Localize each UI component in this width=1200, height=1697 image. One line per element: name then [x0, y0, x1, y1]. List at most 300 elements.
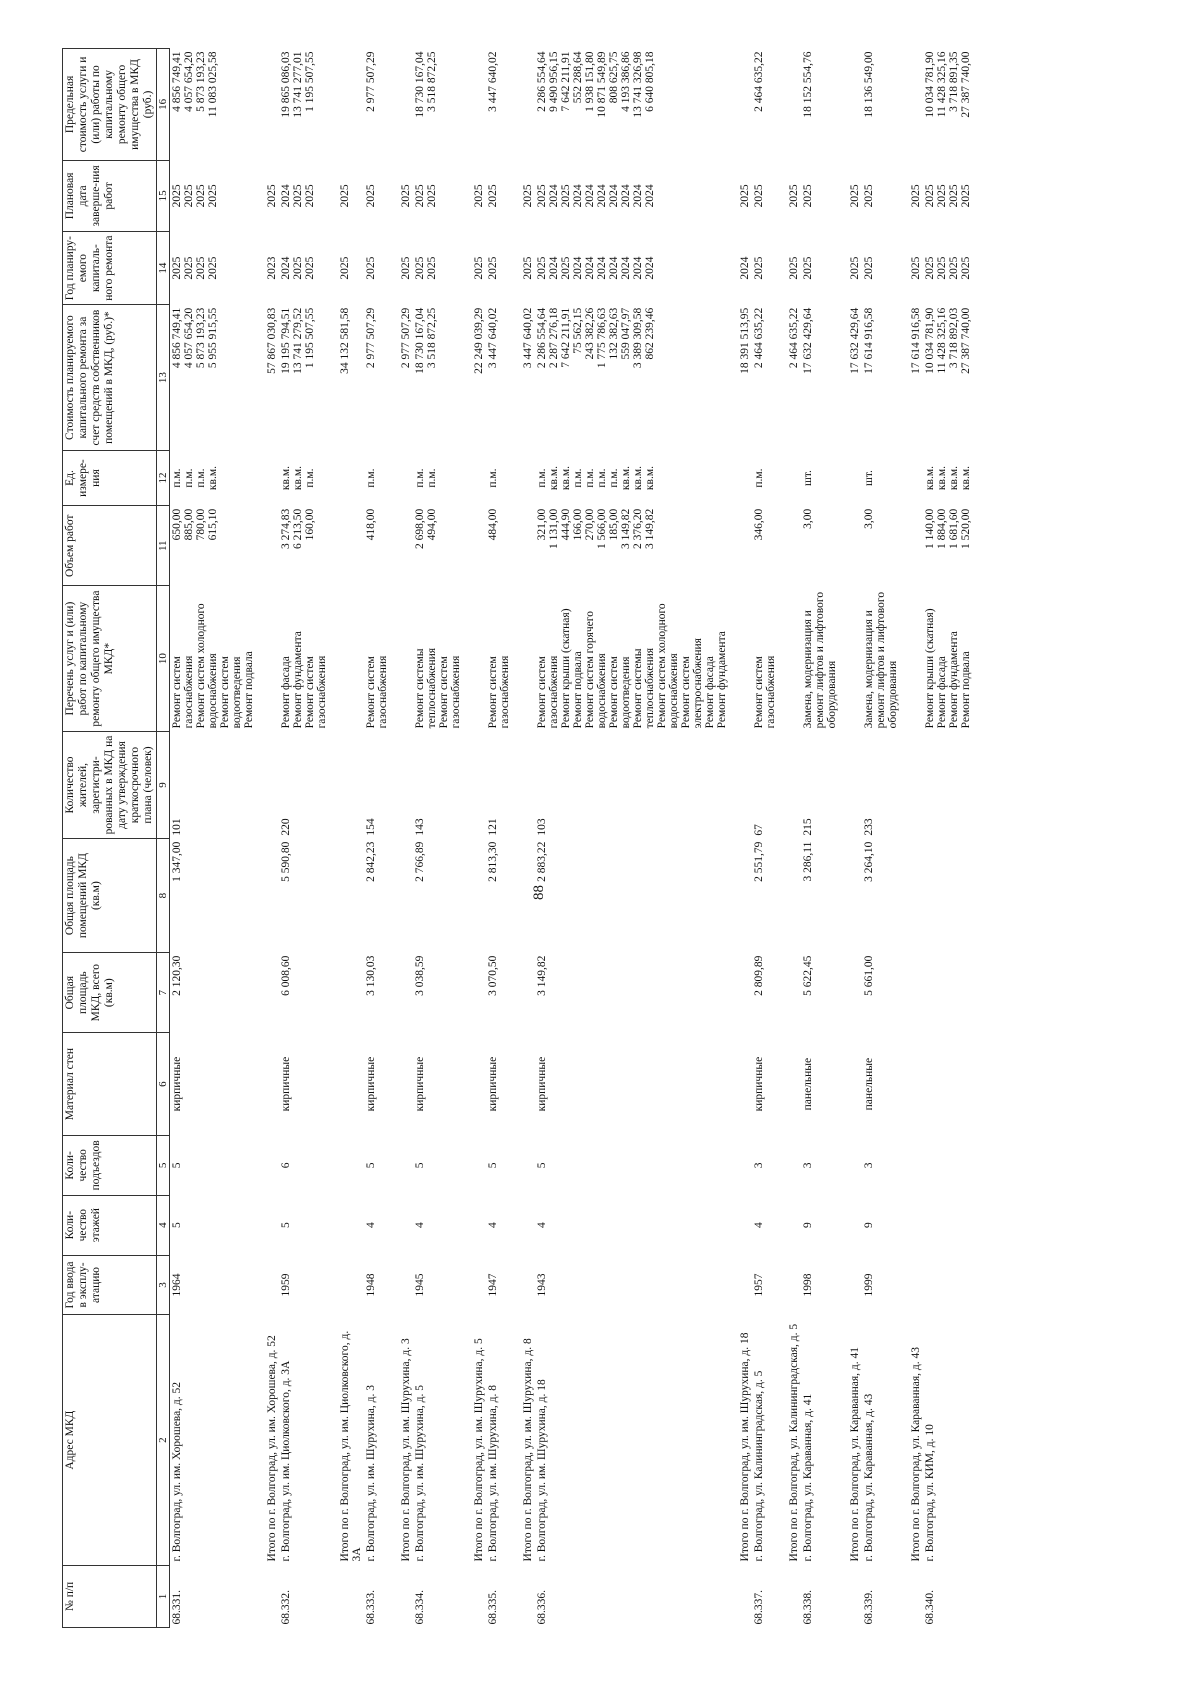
total-row: [329, 49, 364, 1628]
work-unit: п.м.: [487, 468, 499, 488]
empty-cell: [463, 953, 486, 1033]
item-number: 68.333.: [365, 1590, 377, 1625]
work-year-cell: [862, 231, 900, 304]
work-limit-cost: 18 152 554,76: [802, 51, 814, 118]
entrances-count: 3: [753, 1162, 765, 1169]
work-name: Ремонт систем газоснабжения: [365, 655, 389, 729]
work-cost-cell: [170, 305, 257, 451]
work-volume: 1 566,00: [596, 508, 608, 549]
entrances-count: [923, 1135, 973, 1195]
work-name: Замена, модернизация и ремонт лифтов и лифтового оборудования: [863, 591, 899, 729]
rooms-area: 5 590,80: [280, 841, 292, 882]
empty-cell: [900, 1565, 923, 1627]
work-end-date: 2025: [802, 184, 814, 208]
work-name: Ремонт систем газоснабжения: [536, 655, 560, 729]
empty-cell: [778, 49, 801, 161]
total-end-date: 2025: [788, 184, 800, 208]
work-name-cell: [862, 586, 900, 732]
work-cost: 27 387 740,00: [960, 307, 972, 374]
work-unit: шт.: [802, 470, 814, 486]
empty-cell: [329, 1255, 364, 1315]
work-year: 2025: [426, 256, 438, 280]
rooms-area: [923, 839, 973, 953]
total-end-date: 2025: [339, 184, 351, 208]
wall-material: кирпичные: [280, 1056, 292, 1112]
work-volume: 3 149,82: [620, 508, 632, 549]
total-year: 2025: [788, 256, 800, 280]
work-unit-cell: [752, 450, 778, 505]
header-cell: Материал стен: [63, 1033, 157, 1136]
empty-cell: [900, 450, 923, 505]
work-year: 2024: [620, 256, 632, 280]
work-cost: 1 775 786,63: [596, 307, 608, 369]
empty-cell: [329, 1135, 364, 1195]
empty-cell: [839, 839, 862, 953]
work-cost: 3 718 892,03: [948, 307, 960, 369]
work-name-cell: [752, 586, 778, 732]
total-year: 2025: [339, 256, 351, 280]
work-volume-cell: [801, 506, 839, 586]
header-cell: Перечень услуг и (или) работ по капитальному ремонту общего имущества МКД*: [63, 586, 157, 732]
empty-cell: [390, 450, 413, 505]
total-area: 2 809,89: [753, 955, 765, 996]
work-name-cell: [364, 586, 390, 732]
work-unit: кв.м.: [960, 466, 972, 491]
total-row: [256, 49, 279, 1628]
work-volume: 160,00: [304, 508, 316, 541]
work-limit-cost-cell: [535, 49, 729, 161]
work-volume: 3,00: [863, 508, 875, 529]
column-number: 1: [157, 1565, 170, 1627]
empty-cell: [256, 731, 279, 838]
empty-cell: [900, 1195, 923, 1255]
column-number: 16: [157, 49, 170, 161]
work-unit: кв.м.: [924, 466, 936, 491]
work-end-date: 2025: [171, 184, 183, 208]
building-address: г. Волгоград, ул. Калининградская, д. 5: [753, 1370, 765, 1562]
work-end-date: 2025: [487, 184, 499, 208]
work-volume: 615,10: [207, 508, 219, 541]
work-limit-cost: 2 286 554,64: [536, 51, 548, 112]
work-name-cell: [923, 586, 973, 732]
work-year: 2025: [414, 256, 426, 280]
header-cell: Коли-чество подъездов: [63, 1135, 157, 1195]
work-volume: 418,00: [365, 508, 377, 541]
building-address: г. Волгоград, ул. им. Шурухина, д. 5: [414, 1385, 426, 1562]
work-year-cell: [364, 231, 390, 304]
work-year: 2025: [863, 256, 875, 280]
work-name-cell: [535, 586, 729, 732]
work-name-cell: [486, 586, 512, 732]
empty-cell: [329, 839, 364, 953]
empty-cell: [729, 1565, 752, 1627]
empty-cell: [329, 1195, 364, 1255]
work-volume: 2 698,00: [414, 508, 426, 549]
work-year: 2025: [304, 256, 316, 280]
work-limit-cost: 13 741 277,01: [292, 51, 304, 118]
work-unit: шт.: [863, 470, 875, 486]
column-number: 2: [157, 1315, 170, 1566]
column-number: 5: [157, 1135, 170, 1195]
work-volume: 885,00: [183, 508, 195, 541]
floors-count: 4: [365, 1222, 377, 1229]
work-limit-cost-cell: [170, 49, 257, 161]
total-cost: 34 132 581,58: [339, 307, 351, 374]
floors-count: 5: [171, 1222, 183, 1229]
residents-count: 103: [536, 818, 548, 836]
item-number: 68.338.: [802, 1590, 814, 1625]
work-year: 2024: [584, 256, 596, 280]
empty-cell: [900, 1033, 923, 1136]
total-year: 2024: [739, 256, 751, 280]
floors-count: 9: [863, 1222, 875, 1229]
total-end-date: 2025: [400, 184, 412, 208]
empty-cell: [256, 450, 279, 505]
work-unit-cell: [279, 450, 329, 505]
empty-cell: [729, 1255, 752, 1315]
empty-cell: [390, 1195, 413, 1255]
empty-cell: [463, 731, 486, 838]
item-number: 68.334.: [414, 1590, 426, 1625]
work-volume-cell: [535, 506, 729, 586]
empty-cell: [900, 1135, 923, 1195]
table-header-row: [63, 49, 157, 1628]
header-cell: Год планиру-емого капиталь-ного ремонта: [63, 231, 157, 304]
work-name-cell: [170, 586, 257, 732]
item-number: 68.336.: [536, 1590, 548, 1625]
work-year-cell: [535, 231, 729, 304]
column-number: 8: [157, 839, 170, 953]
total-cost: 17 614 916,58: [910, 307, 922, 374]
building-row: [279, 49, 329, 1628]
work-year-cell: [279, 231, 329, 304]
wall-material: панельные: [863, 1057, 875, 1111]
work-limit-cost: 18 730 167,04: [414, 51, 426, 118]
work-cost: 243 382,26: [584, 307, 596, 360]
empty-cell: [512, 1565, 535, 1627]
work-cost: 5 955 915,55: [207, 307, 219, 369]
residents-count: 215: [802, 818, 814, 836]
table-body: [170, 49, 974, 1628]
total-row: [512, 49, 535, 1628]
column-number: 14: [157, 231, 170, 304]
work-unit: п.м.: [536, 468, 548, 488]
header-cell: Плановая дата заверше-ния работ: [63, 160, 157, 231]
work-limit-cost: 10 034 781,90: [924, 51, 936, 118]
column-number-row: [157, 49, 170, 1628]
empty-cell: [329, 506, 364, 586]
work-cost-cell: [862, 305, 900, 451]
work-limit-cost: 808 625,75: [608, 51, 620, 104]
work-limit-cost: 9 490 956,15: [548, 51, 560, 112]
work-name: Ремонт систем водоотведения: [608, 656, 632, 729]
empty-cell: [729, 1195, 752, 1255]
residents-count: 220: [280, 818, 292, 836]
empty-cell: [778, 1565, 801, 1627]
work-unit: п.м.: [414, 468, 426, 488]
floors-count: 4: [414, 1222, 426, 1229]
empty-cell: [778, 1135, 801, 1195]
empty-cell: [463, 506, 486, 586]
empty-cell: [512, 1195, 535, 1255]
entrances-count: 5: [487, 1162, 499, 1169]
total-area: 3 070,50: [487, 955, 499, 996]
header-cell: Адрес МКД: [63, 1315, 157, 1566]
work-cost: 13 741 279,52: [292, 307, 304, 374]
empty-cell: [839, 586, 862, 732]
entrances-count: 3: [863, 1162, 875, 1169]
work-end-date-cell: [279, 160, 329, 231]
empty-cell: [390, 1565, 413, 1627]
total-end-date: 2025: [849, 184, 861, 208]
work-end-date: 2024: [280, 184, 292, 208]
work-cost: 4 057 654,20: [183, 307, 195, 369]
work-volume: 444,90: [560, 508, 572, 541]
column-number: 3: [157, 1255, 170, 1315]
total-end-date: 2025: [910, 184, 922, 208]
header-cell: Предельная стоимость услуги и (или) работы по капитальному ремонту общего имущества в МКД (руб.): [63, 49, 157, 161]
work-cost: 18 730 167,04: [414, 307, 426, 374]
residents-count: 121: [487, 818, 499, 836]
work-unit-cell: [486, 450, 512, 505]
page-number: 88: [531, 885, 547, 900]
capital-repair-table: [62, 48, 973, 1628]
item-number: 68.340.: [924, 1590, 936, 1625]
empty-cell: [256, 1033, 279, 1136]
build-year: 1943: [536, 1273, 548, 1297]
floors-count: 4: [753, 1222, 765, 1229]
work-volume: 1 681,60: [948, 508, 960, 549]
empty-cell: [729, 506, 752, 586]
work-year: 2024: [572, 256, 584, 280]
floors-count: 4: [536, 1222, 548, 1229]
empty-cell: [729, 450, 752, 505]
empty-cell: [839, 49, 862, 161]
building-address: г. Волгоград, ул. Караванная, д. 41: [802, 1393, 814, 1562]
work-cost-cell: [535, 305, 729, 451]
work-end-date: 2025: [414, 184, 426, 208]
total-cost: 3 447 640,02: [522, 307, 534, 369]
work-unit: п.м.: [572, 468, 584, 488]
residents-count: 233: [863, 818, 875, 836]
building-row: [170, 49, 257, 1628]
column-number: 6: [157, 1033, 170, 1136]
work-unit: кв.м.: [280, 466, 292, 491]
work-name: Ремонт системы теплоснабжения: [414, 647, 438, 729]
building-address: г. Волгоград, ул. им. Шурухина, д. 18: [536, 1379, 548, 1562]
empty-cell: [463, 450, 486, 505]
work-unit: п.м.: [195, 468, 207, 488]
empty-cell: [390, 586, 413, 732]
total-end-date: 2025: [739, 184, 751, 208]
total-row: [900, 49, 923, 1628]
work-cost: 11 428 325,16: [936, 307, 948, 374]
item-number: 68.335.: [487, 1590, 499, 1625]
work-cost-cell: [752, 305, 778, 451]
work-cost-cell: [364, 305, 390, 451]
work-cost-cell: [801, 305, 839, 451]
total-label: Итого по г. Волгоград, ул. им. Циолковского, д. 3А: [339, 1330, 363, 1562]
work-unit: п.м.: [171, 468, 183, 488]
empty-cell: [839, 450, 862, 505]
column-number: 15: [157, 160, 170, 231]
work-cost: 1 195 507,55: [304, 307, 316, 369]
work-cost: 3 518 872,25: [426, 307, 438, 369]
work-limit-cost: 2 977 507,29: [365, 51, 377, 112]
work-limit-cost: 18 136 549,00: [863, 51, 875, 118]
empty-cell: [463, 1033, 486, 1136]
work-year: 2024: [548, 256, 560, 280]
work-cost: 2 286 554,64: [536, 307, 548, 369]
work-name: Ремонт подвала: [960, 651, 972, 729]
work-cost-cell: [486, 305, 512, 451]
total-cost: 18 391 513,95: [739, 307, 751, 374]
empty-cell: [329, 1033, 364, 1136]
header-cell: Общая площадь МКД, всего (кв.м): [63, 953, 157, 1033]
work-name: Замена, модернизация и ремонт лифтов и лифтового оборудования: [802, 591, 838, 729]
work-name: Ремонт систем газоснабжения: [171, 655, 195, 729]
work-name: Ремонт фундамента: [292, 631, 304, 729]
total-label: Итого по г. Волгоград, ул. им. Шурухина, д. 18: [739, 1332, 751, 1562]
work-cost-cell: [413, 305, 463, 451]
work-name: Ремонт фасада: [280, 656, 292, 729]
total-area: 3 130,03: [365, 955, 377, 996]
empty-cell: [256, 1565, 279, 1627]
work-name-cell: [413, 586, 463, 732]
work-year: 2025: [936, 256, 948, 280]
work-end-date-cell: [801, 160, 839, 231]
total-year: 2025: [910, 256, 922, 280]
wall-material: [923, 1033, 973, 1136]
empty-cell: [256, 586, 279, 732]
total-label: Итого по г. Волгоград, ул. им. Хорошева, д. 52: [266, 1335, 278, 1562]
work-limit-cost: 4 193 386,86: [620, 51, 632, 112]
work-end-date: 2025: [365, 184, 377, 208]
empty-cell: [839, 1195, 862, 1255]
header-cell: Количество жителей, зарегистри-рованных в МКД на дату утверждения краткосрочного плана (человек): [63, 731, 157, 838]
empty-cell: [463, 586, 486, 732]
work-limit-cost-cell: [413, 49, 463, 161]
empty-cell: [463, 1135, 486, 1195]
work-volume: 3 274,83: [280, 508, 292, 549]
building-address: г. Волгоград, ул. Караванная, д. 43: [863, 1393, 875, 1562]
work-end-date: 2025: [863, 184, 875, 208]
work-limit-cost-cell: [923, 49, 973, 161]
work-year: 2025: [960, 256, 972, 280]
item-number: 68.339.: [863, 1590, 875, 1625]
empty-cell: [329, 450, 364, 505]
empty-cell: [729, 586, 752, 732]
empty-cell: [463, 1565, 486, 1627]
header-cell: Ед. измере-ния: [63, 450, 157, 505]
floors-count: [923, 1195, 973, 1255]
work-year: 2025: [753, 256, 765, 280]
total-year: 2023: [266, 256, 278, 280]
work-end-date: 2025: [948, 184, 960, 208]
empty-cell: [256, 1195, 279, 1255]
empty-cell: [512, 839, 535, 953]
residents-count: 154: [365, 818, 377, 836]
total-area: 6 008,60: [280, 955, 292, 996]
total-row: [390, 49, 413, 1628]
work-name: Ремонт систем водоотведения: [219, 656, 243, 729]
empty-cell: [463, 1195, 486, 1255]
header-cell: Объем работ: [63, 506, 157, 586]
work-year: 2025: [292, 256, 304, 280]
empty-cell: [512, 506, 535, 586]
work-end-date: 2025: [292, 184, 304, 208]
header-cell: Коли-чество этажей: [63, 1195, 157, 1255]
work-volume: 650,00: [171, 508, 183, 541]
work-unit: п.м.: [753, 468, 765, 488]
rooms-area: 2 883,22: [536, 841, 548, 882]
work-year: 2025: [536, 256, 548, 280]
empty-cell: [778, 1195, 801, 1255]
empty-cell: [512, 1135, 535, 1195]
work-year-cell: [923, 231, 973, 304]
work-volume: 1 520,00: [960, 508, 972, 549]
work-unit-cell: [801, 450, 839, 505]
entrances-count: 3: [802, 1162, 814, 1169]
work-year: 2025: [487, 256, 499, 280]
wall-material: кирпичные: [171, 1056, 183, 1112]
work-volume: 185,00: [608, 508, 620, 541]
column-number: 7: [157, 953, 170, 1033]
work-unit: кв.м.: [620, 466, 632, 491]
work-cost: 19 195 794,51: [280, 307, 292, 374]
work-year: 2025: [924, 256, 936, 280]
work-year-cell: [170, 231, 257, 304]
total-end-date: 2025: [266, 184, 278, 208]
work-volume: 270,00: [584, 508, 596, 541]
work-cost: 2 464 635,22: [753, 307, 765, 369]
empty-cell: [900, 839, 923, 953]
empty-cell: [729, 731, 752, 838]
item-number: 68.337.: [753, 1590, 765, 1625]
work-volume: 1 884,00: [936, 508, 948, 549]
floors-count: 9: [802, 1222, 814, 1229]
empty-cell: [512, 586, 535, 732]
work-year: 2024: [632, 256, 644, 280]
work-name: Ремонт систем газоснабжения: [304, 655, 328, 729]
work-volume-cell: [862, 506, 900, 586]
building-row: [801, 49, 839, 1628]
work-volume-cell: [413, 506, 463, 586]
work-volume: 1 131,00: [548, 508, 560, 549]
total-year: 2025: [849, 256, 861, 280]
entrances-count: 5: [414, 1162, 426, 1169]
build-year: 1998: [802, 1273, 814, 1297]
work-volume-cell: [486, 506, 512, 586]
work-end-date-cell: [752, 160, 778, 231]
empty-cell: [778, 1255, 801, 1315]
empty-cell: [900, 506, 923, 586]
building-row: [486, 49, 512, 1628]
total-cost: 17 632 429,64: [849, 307, 861, 374]
empty-cell: [256, 839, 279, 953]
item-number: 68.331.: [171, 1590, 183, 1625]
building-row: [923, 49, 973, 1628]
empty-cell: [463, 839, 486, 953]
empty-cell: [778, 506, 801, 586]
residents-count: 101: [171, 818, 183, 836]
work-cost: 7 642 211,91: [560, 307, 572, 368]
empty-cell: [839, 1565, 862, 1627]
work-cost: 75 562,15: [572, 307, 584, 354]
empty-cell: [839, 953, 862, 1033]
work-end-date-cell: [413, 160, 463, 231]
work-end-date-cell: [923, 160, 973, 231]
